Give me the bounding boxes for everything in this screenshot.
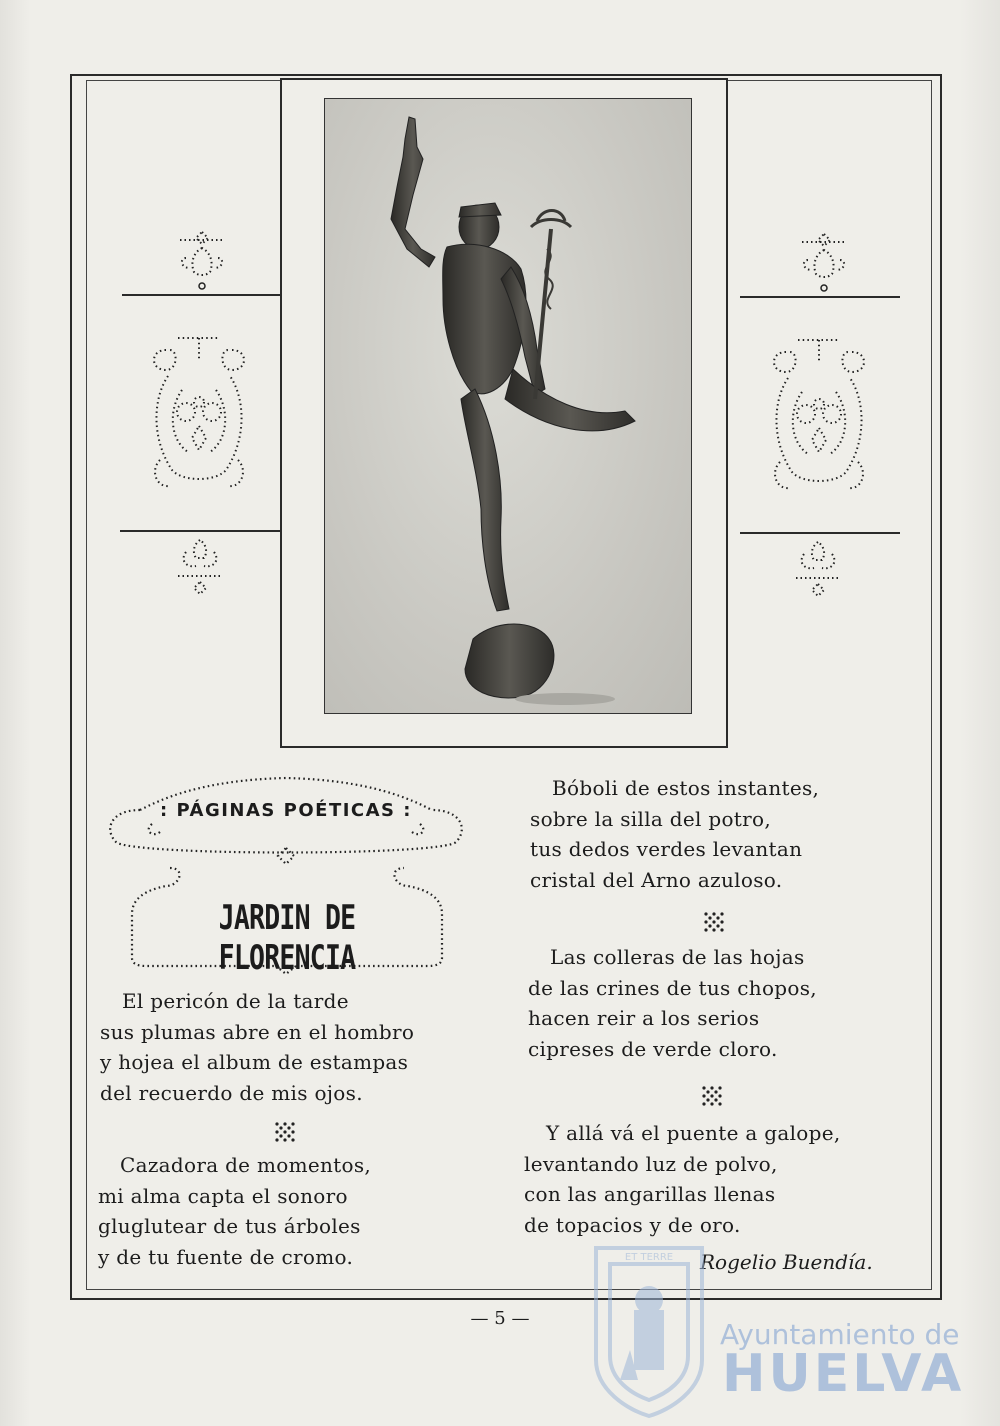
stanza-1 bbox=[100, 986, 414, 1108]
stanza-4 bbox=[528, 942, 817, 1064]
stanza-separator-icon bbox=[273, 1120, 297, 1144]
left-rule-bottom bbox=[120, 530, 280, 532]
statue-photo bbox=[324, 98, 692, 714]
stanza-line: mi alma capta el sonoro bbox=[98, 1183, 348, 1208]
stanza-3 bbox=[530, 773, 819, 895]
page-number: — 5 — bbox=[470, 1308, 530, 1329]
scroll-ornament-icon bbox=[148, 330, 250, 495]
stanza-line: hacen reir a los serios bbox=[528, 1006, 760, 1030]
stanza-separator-icon bbox=[700, 1084, 724, 1108]
stanza-line: Las colleras de las hojas bbox=[550, 945, 805, 969]
stanza-line: Cazadora de momentos, bbox=[120, 1153, 372, 1177]
stanza-5 bbox=[524, 1118, 841, 1240]
stanza-line: gluglutear de tus árboles bbox=[98, 1214, 361, 1238]
section-label: : PÁGINAS POÉTICAS : bbox=[160, 800, 412, 821]
right-rule-bottom bbox=[740, 532, 900, 534]
stanza-line: cipreses de verde cloro. bbox=[528, 1036, 778, 1061]
stanza-line: sus plumas abre en el hombro bbox=[100, 1019, 415, 1044]
stanza-2 bbox=[98, 1150, 371, 1272]
flower-ornament-icon bbox=[172, 228, 232, 292]
stanza-line: Bóboli de estos instantes, bbox=[552, 776, 820, 800]
scroll-ornament-right-icon bbox=[768, 332, 870, 497]
stanza-line: cristal del Arno azuloso. bbox=[530, 867, 783, 892]
stanza-line: de topacios y de oro. bbox=[524, 1212, 741, 1237]
author-signature: Rogelio Buendía. bbox=[700, 1250, 873, 1274]
flower-ornament-right-icon bbox=[794, 230, 854, 294]
mercury-statue-icon bbox=[325, 99, 692, 714]
stanza-line: y de tu fuente de cromo. bbox=[98, 1244, 354, 1269]
shield-text: ET TERRE bbox=[624, 1252, 674, 1263]
left-rule-top bbox=[122, 294, 282, 296]
stanza-separator-icon bbox=[702, 910, 726, 934]
stanza-line: sobre la silla del potro, bbox=[530, 806, 772, 831]
stanza-line: del recuerdo de mis ojos. bbox=[100, 1080, 363, 1105]
stanza-line: con las angarillas llenas bbox=[524, 1182, 776, 1206]
watermark-line2: HUELVA bbox=[722, 1344, 965, 1404]
stanza-line: levantando luz de polvo, bbox=[524, 1151, 778, 1176]
stanza-line: El pericón de la tarde bbox=[122, 989, 349, 1013]
watermark-line1: Ayuntamiento de bbox=[720, 1318, 960, 1351]
stanza-line: de las crines de tus chopos, bbox=[528, 975, 817, 1000]
stanza-line: tus dedos verdes levantan bbox=[530, 837, 803, 861]
tulip-ornament-right-icon bbox=[790, 540, 846, 602]
stanza-line: y hojea el album de estampas bbox=[100, 1050, 409, 1074]
right-rule-top bbox=[740, 296, 900, 298]
stanza-line: Y allá vá el puente a galope, bbox=[546, 1121, 841, 1145]
poem-title: JARDIN DE FLORENCIA bbox=[218, 898, 356, 978]
tulip-ornament-icon bbox=[172, 538, 228, 600]
